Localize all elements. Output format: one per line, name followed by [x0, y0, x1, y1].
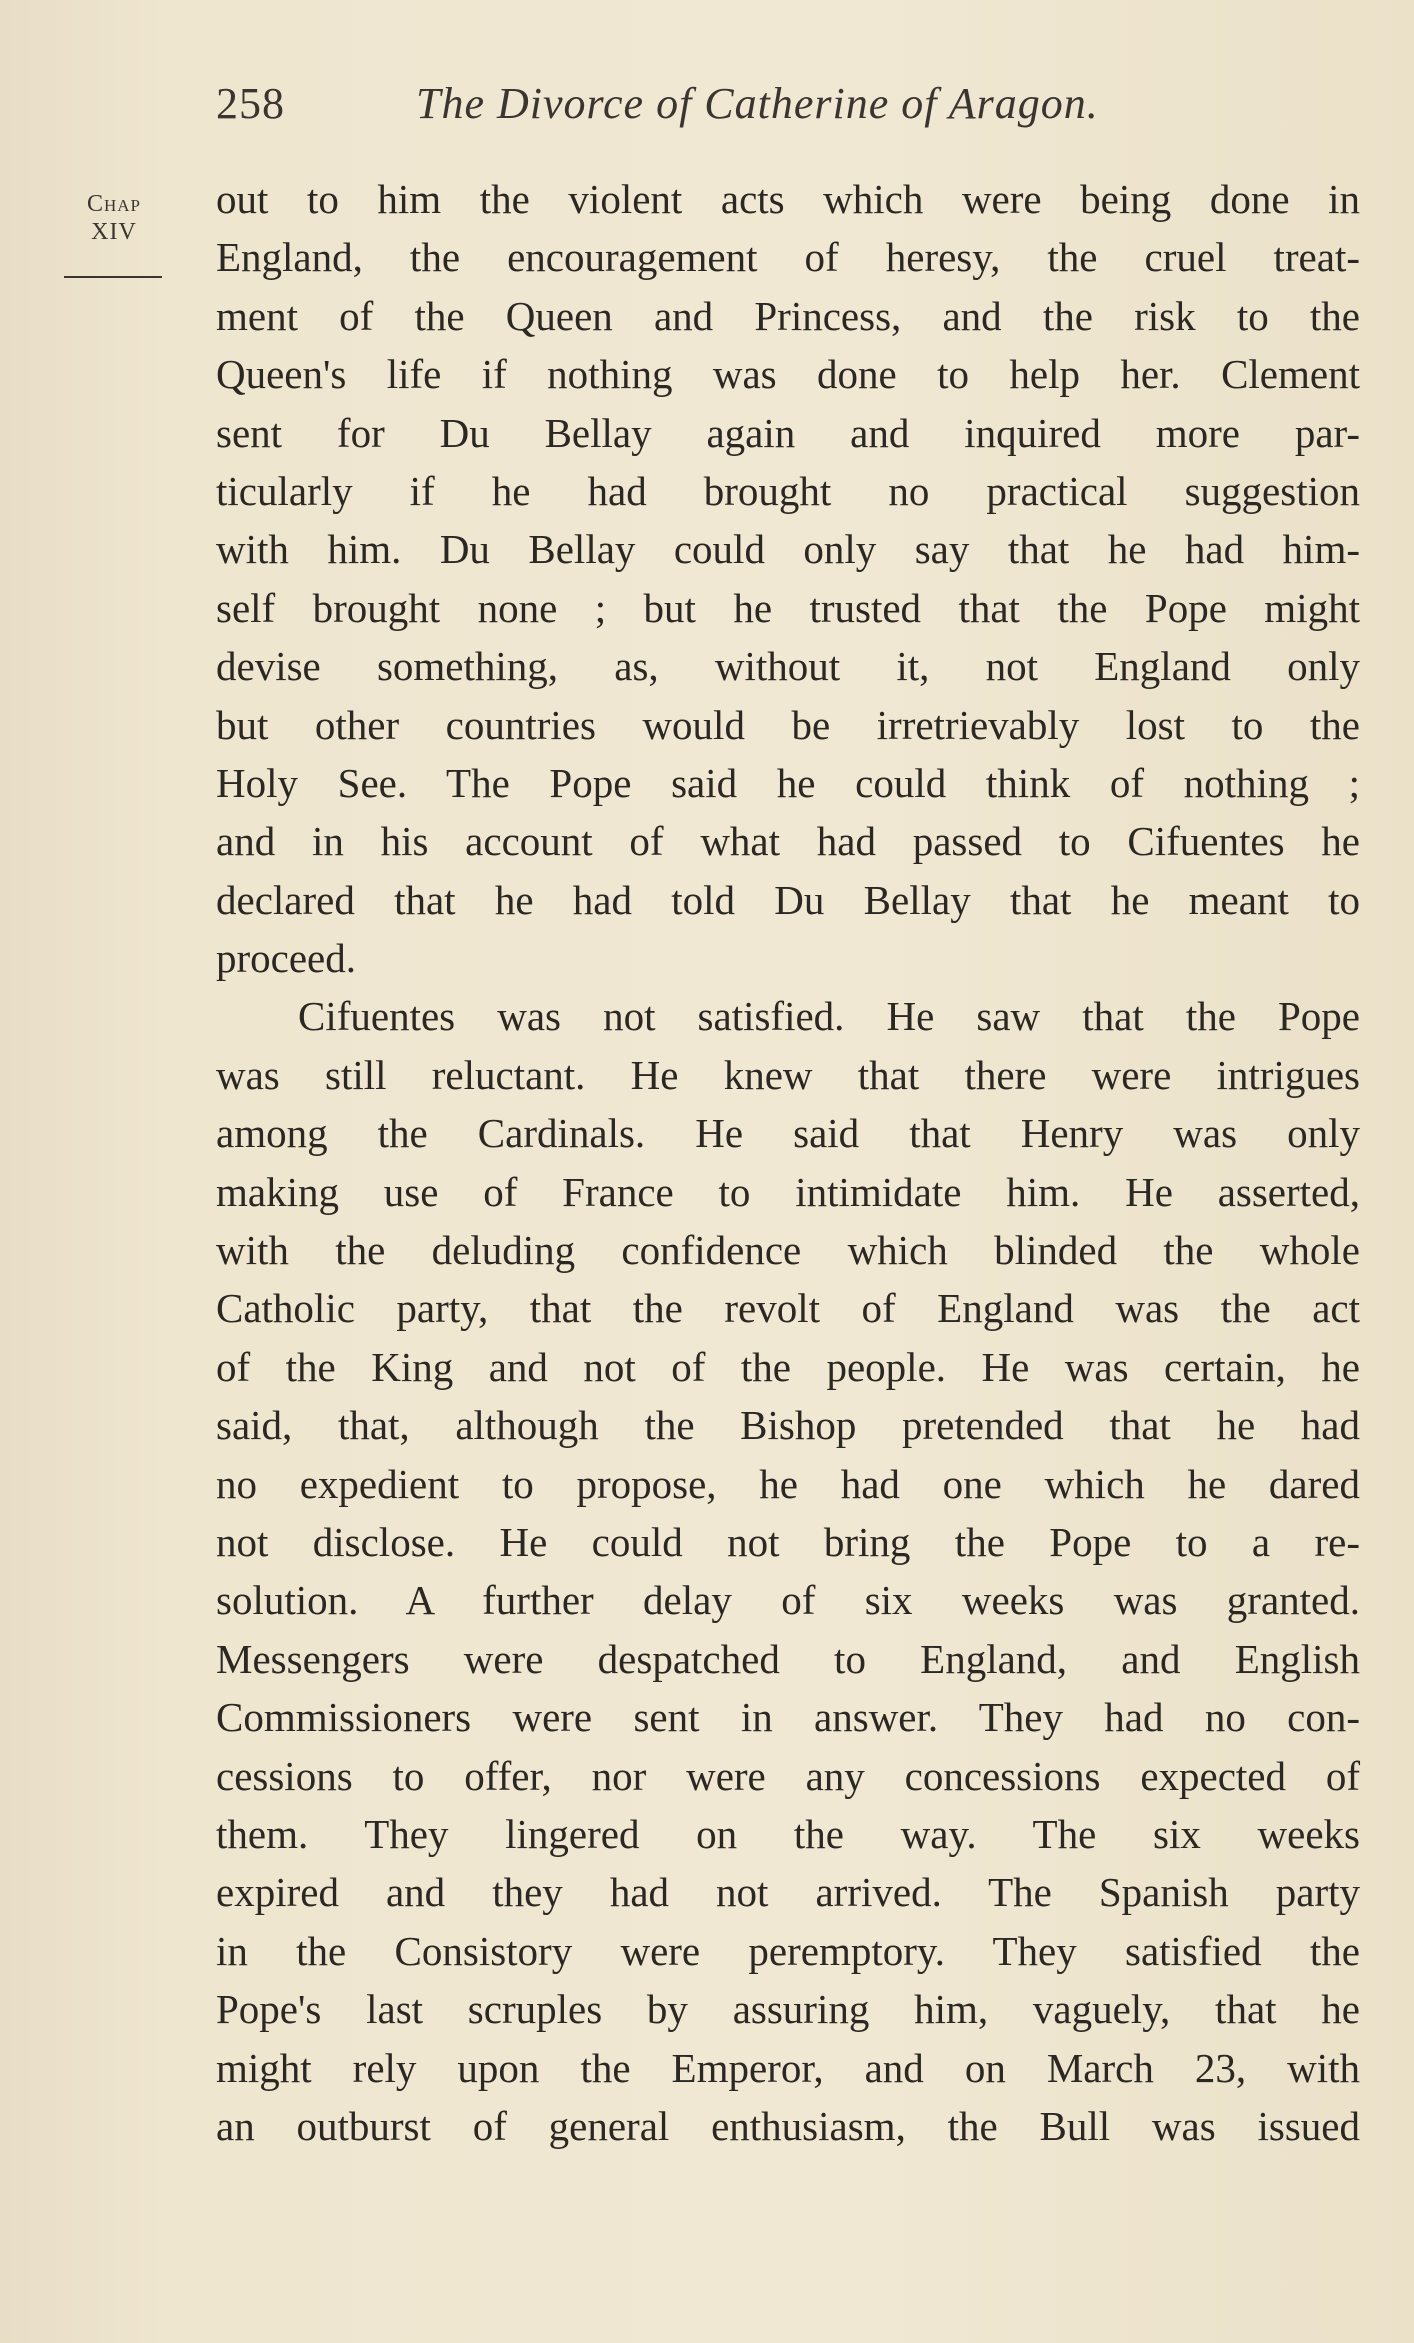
text-line: said, that, although the Bishop pretended that he had: [216, 1402, 1360, 1449]
text-line: them. They lingered on the way. The six weeks: [216, 1810, 1360, 1857]
text-line: not disclose. He could not bring the Pope to a re-: [216, 1518, 1360, 1565]
text-line: ticularly if he had brought no practical suggestion: [216, 467, 1360, 514]
text-line: self brought none ; but he trusted that the Pope might: [216, 584, 1360, 631]
text-line: proceed.: [216, 935, 356, 982]
text-line: Holy See. The Pope said he could think of nothing ;: [216, 759, 1360, 806]
text-line: but other countries would be irretrievably lost to the: [216, 701, 1360, 748]
text-line: of the King and not of the people. He was certain, he: [216, 1343, 1360, 1390]
chapter-margin-note: [66, 190, 162, 246]
chapter-label: Chap: [86, 191, 142, 217]
text-line: cessions to offer, nor were any concessions expected of: [216, 1752, 1360, 1799]
body-text: [216, 170, 1360, 2155]
text-line: Pope's last scruples by assuring him, vaguely, that he: [216, 1986, 1360, 2033]
text-line: sent for Du Bellay again and inquired more par-: [216, 409, 1360, 456]
margin-rule: [64, 276, 162, 278]
text-line: was still reluctant. He knew that there were intrigues: [216, 1051, 1360, 1098]
text-line: among the Cardinals. He said that Henry was only: [216, 1110, 1360, 1157]
paragraph: [216, 170, 1360, 987]
text-line: might rely upon the Emperor, and on March 23, with: [216, 2044, 1360, 2091]
text-line: England, the encouragement of heresy, the cruel treat-: [216, 234, 1360, 281]
text-line: with him. Du Bellay could only say that he had him-: [216, 526, 1360, 573]
text-line: Cifuentes was not satisfied. He saw that the Pope: [298, 993, 1360, 1040]
text-line: Queen's life if nothing was done to help her. Clement: [216, 351, 1360, 398]
text-line: out to him the violent acts which were being done in: [216, 176, 1360, 222]
text-line: expired and they had not arrived. The Spanish party: [216, 1869, 1360, 1916]
text-line: Commissioners were sent in answer. They had no con-: [216, 1694, 1360, 1741]
running-header: [216, 74, 1360, 134]
chapter-number: XIV: [91, 219, 137, 245]
text-line: declared that he had told Du Bellay that he meant to: [216, 876, 1360, 923]
text-line: an outburst of general enthusiasm, the Bull was issued: [216, 2102, 1360, 2149]
text-line: solution. A further delay of six weeks was granted.: [216, 1577, 1360, 1624]
running-title: The Divorce of Catherine of Aragon.: [416, 79, 1099, 128]
page-number: 258: [216, 79, 285, 128]
text-line: no expedient to propose, he had one which he dared: [216, 1460, 1360, 1507]
text-line: in the Consistory were peremptory. They satisfied the: [216, 1927, 1360, 1974]
text-line: and in his account of what had passed to Cifuentes he: [216, 818, 1360, 865]
text-line: ment of the Queen and Princess, and the risk to the: [216, 292, 1360, 339]
paragraph: [216, 987, 1360, 2155]
text-line: devise something, as, without it, not England only: [216, 643, 1360, 690]
text-line: with the deluding confidence which blinded the whole: [216, 1227, 1360, 1274]
text-line: making use of France to intimidate him. He asserted,: [216, 1168, 1360, 1215]
text-line: Catholic party, that the revolt of England was the act: [216, 1285, 1360, 1332]
text-line: Messengers were despatched to England, and English: [216, 1635, 1360, 1682]
